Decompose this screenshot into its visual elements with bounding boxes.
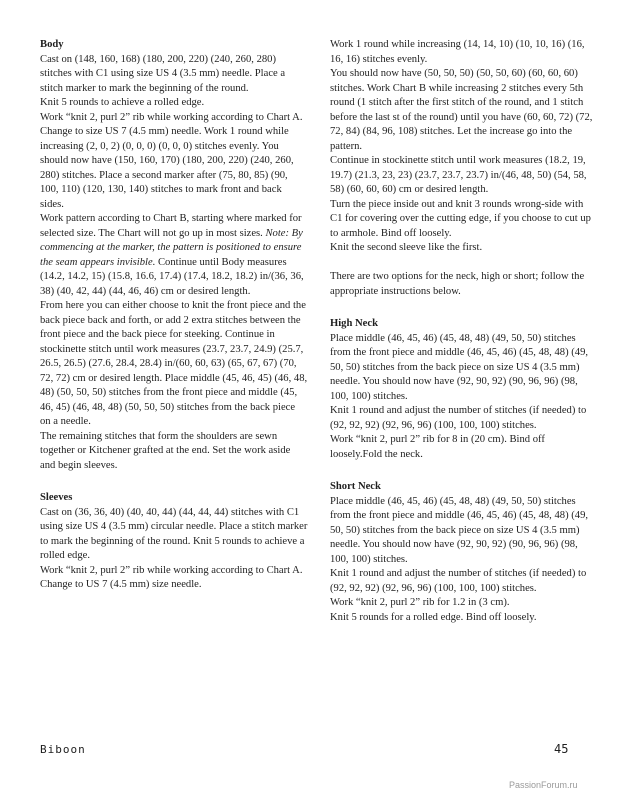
sleeves-increase: Work 1 round while increasing (14, 14, 10) (10, 10, 16) (16, 16, 16) stitches evenly. <box>330 39 585 65</box>
body-front-back: From here you can either choose to knit the front piece and the back piece back and forth, or add 2 extra stitches between the front piece and the back piece for steeking. Continue in stockinette stitch until work measures (23.7, 23.7, 24.9) (25.7, 26.5, 26.5) (27.6, 28.4, 28.4) in/(60, 60, 63) (65, 67, 67) (70, 72, 72) cm or desired length. Place middle (45, 46, 45) (46, 48, 48) (50, 50, 50) stitches from the front piece and middle (45, 46, 45) (46, 48, 48) (50, 50, 50) stitches from the back piece on a needle. <box>40 300 308 427</box>
body-chart-b-text: Work pattern according to Chart B, starting where marked for selected size. The Chart will not go up in most sizes. <box>40 213 302 239</box>
sleeves-stockinette: Continue in stockinette stitch until work measures (18.2, 19, 19.7) (21.3, 23, 23) (23.7, 23.7, 23.7) in/(46, 48, 50) (54, 58, 58) (60, 60, 60) cm or desired length. <box>330 155 587 195</box>
high-neck-rib: Work “knit 2, purl 2” rib for 8 in (20 cm). Bind off loosely.Fold the neck. <box>330 434 545 460</box>
short-neck-heading: Short Neck <box>330 481 381 492</box>
short-neck-bind-off: Knit 5 rounds for a rolled edge. Bind off loosely. <box>330 611 537 623</box>
body-rib: Work “knit 2, purl 2” rib while working according to Chart A. <box>40 111 303 123</box>
sleeves-rib: Work “knit 2, purl 2” rib while working according to Chart A. <box>40 564 303 576</box>
body-increase: Change to size US 7 (4.5 mm) needle. Work 1 round while increasing (2, 0, 2) (0, 0, 0) (0, 0, 0) stitches evenly. You should now have (150, 160, 170) (180, 200, 220) (240, 260, 280) stitches. Place a second marker after (75, 80, 85) (90, 100, 110) (120, 130, 140) stitches to mark front and back sides. <box>40 126 294 210</box>
page-number: 45 <box>554 742 569 756</box>
body-heading: Body <box>40 39 64 50</box>
high-neck-place: Place middle (46, 45, 46) (45, 48, 48) (49, 50, 50) stitches from the front piece and middle (46, 45, 46) (45, 48, 48) (49, 50, 50) stitches from the back piece on size US 4 (3.5 mm) needle. You should now have (92, 90, 92) (90, 96, 96) (98, 100, 100) stitches. <box>330 332 589 402</box>
body-cast-on: Cast on (148, 160, 168) (180, 200, 220) (240, 260, 280) stitches with C1 using size US 4 (3.5 mm) needle. Place a stitch marker to mark the beginning of the round. <box>40 53 286 94</box>
body-chart-b-continue: Continue until Body measures (14.2, 14.2, 15) (15.8, 16.6, 17.4) (17.4, 18.2, 18.2) in/(36, 36, 38) (40, 42, 44) (44, 46, 46) cm or desired length. <box>40 256 304 297</box>
short-neck-place: Place middle (46, 45, 46) (45, 48, 48) (49, 50, 50) stitches from the front piece and middle (46, 45, 46) (45, 48, 48) (49, 50, 50) stitches from the back piece on size US 4 (3.5 mm) needle. You should now have (92, 90, 92) (90, 96, 96) (98, 100, 100) stitches. <box>330 495 589 565</box>
body-shoulders: The remaining stitches that form the shoulders are sewn together or Kitchener grafted at the end. Set the work aside and begin sleeves. <box>40 430 291 471</box>
left-column <box>40 38 308 593</box>
sleeves-chart-b: You should now have (50, 50, 50) (50, 50, 60) (60, 60, 60) stitches. Work Chart B while increasing 2 stitches every 5th round (1 stitch after the first stitch of the round, and 1 stitch before the last st of the round) until you have (60, 60, 72) (72, 72, 84) (84, 96, 108) stitches. Let the increase go into the pattern. <box>330 68 593 152</box>
right-column <box>330 38 598 625</box>
watermark: PassionForum.ru <box>509 780 578 790</box>
body-chart-b-note: Note: By commencing at the marker, the pattern is positioned to ensure the seam appears invisible. <box>40 227 303 268</box>
sleeves-wrong-side: Turn the piece inside out and knit 3 rounds wrong-side with C1 for covering over the cutting edge, if you choose to cut up to armhole. Bind off loosely. <box>330 198 591 239</box>
brand-logo: Biboon <box>40 743 86 756</box>
high-neck-adjust: Knit 1 round and adjust the number of stitches (if needed) to (92, 92, 92) (92, 96, 96) (100, 100, 100) stitches. <box>330 405 587 431</box>
sleeves-cast-on: Cast on (36, 36, 40) (40, 40, 44) (44, 44, 44) stitches with C1 using size US 4 (3.5 mm) circular needle. Place a stitch marker to mark the beginning of the round. Knit 5 rounds to achieve a rolled edge. <box>40 506 308 561</box>
body-chart-b <box>40 212 308 299</box>
sleeves-heading: Sleeves <box>40 492 73 503</box>
neck-intro: There are two options for the neck, high or short; follow the appropriate instructions below. <box>330 271 585 297</box>
short-neck-rib: Work “knit 2, purl 2” rib for 1.2 in (3 cm). <box>330 597 510 608</box>
sleeves-change-needle: Change to US 7 (4.5 mm) size needle. <box>40 579 202 590</box>
short-neck-adjust: Knit 1 round and adjust the number of stitches (if needed) to (92, 92, 92) (92, 96, 96) (100, 100, 100) stitches. <box>330 568 587 594</box>
body-rolled-edge: Knit 5 rounds to achieve a rolled edge. <box>40 97 205 108</box>
high-neck-heading: High Neck <box>330 318 378 329</box>
sleeves-second: Knit the second sleeve like the first. <box>330 242 483 253</box>
